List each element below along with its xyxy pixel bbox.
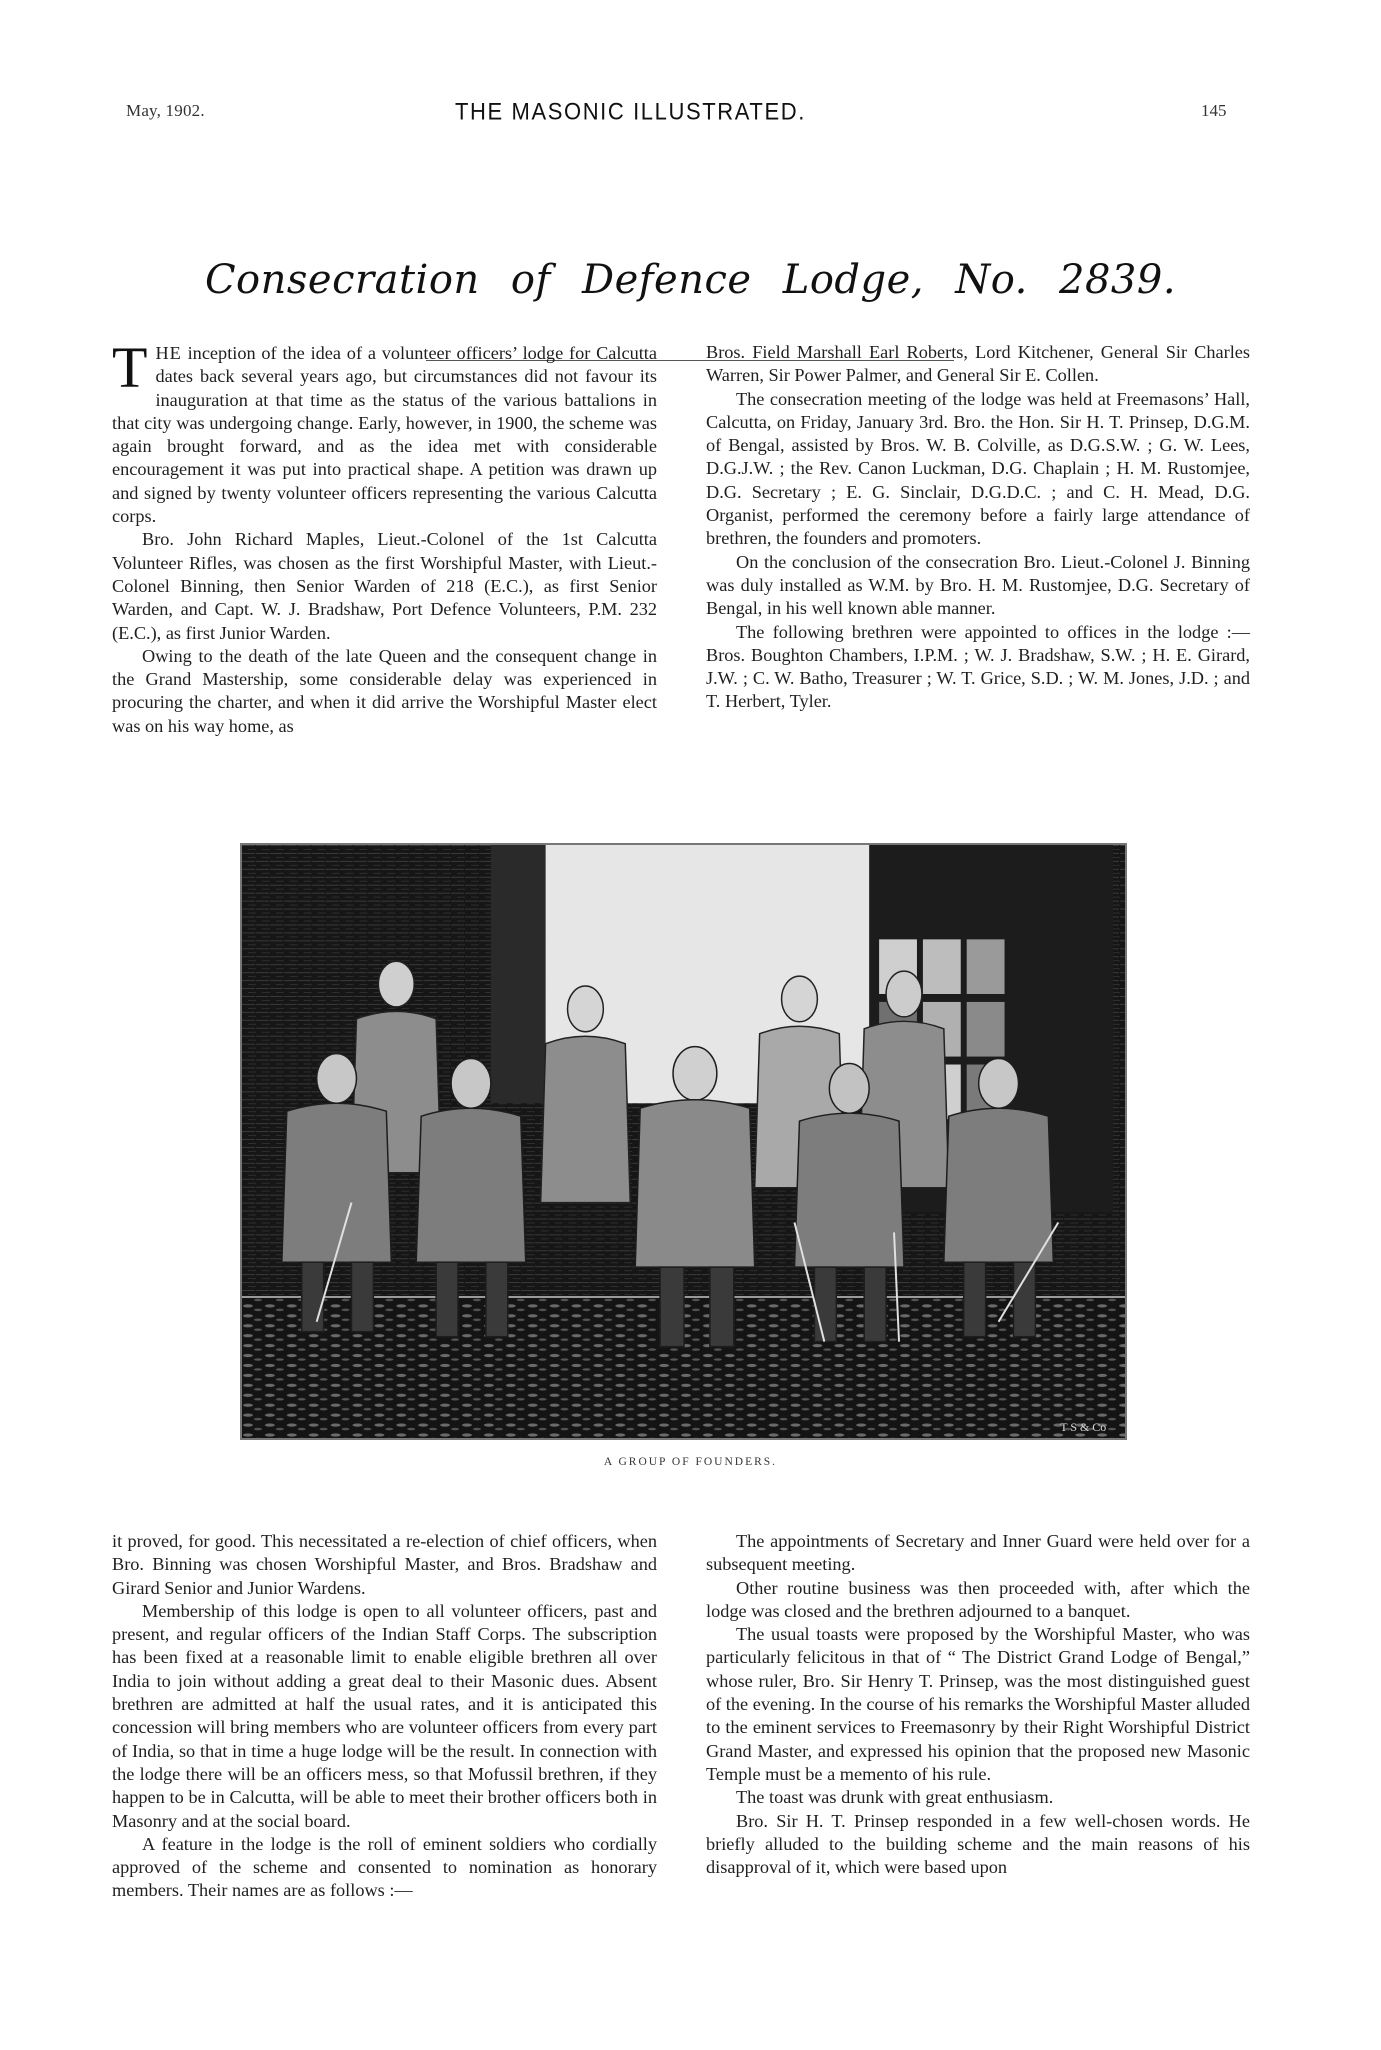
paragraph: The following brethren were appointed to offices in the lodge :—Bros. Boughton Chambers, I.P.M. ; W. J. Bradshaw, S.W. ; H. E. Girard, J.W. ; C. W. Batho, Treasurer ; W. T. Grice, S.D. ; W. M. Jones, J.D. ; and T. Herbert, Tyler. bbox=[706, 621, 1250, 712]
paragraph: The usual toasts were proposed by the Worshipful Master, who was particularly felicitous in that of “ The District Grand Lodge of Bengal,” whose ruler, Bro. Sir Henry T. Prinsep, was the most distinguished guest of the evening. In the course of his remarks the Worshipful Master alluded to the eminent services to Freemasonry by their Right Worshipful District Grand Master, and expressed his opinion that the proposed new Masonic Temple must be a memento of his rule. bbox=[706, 1624, 1250, 1784]
column-top-right bbox=[706, 341, 1250, 714]
photo-caption: A GROUP OF FOUNDERS. bbox=[603, 1456, 778, 1468]
paragraph: The consecration meeting of the lodge was held at Freemasons’ Hall, Calcutta, on Friday, January 3rd. Bro. the Hon. Sir H. T. Prinsep, D.G.M. of Bengal, assisted by Bros. W. B. Colville, as D.G.S.W. ; G. W. Lees, D.G.J.W. ; the Rev. Canon Luckman, D.G. Chaplain ; H. M. Rustomjee, D.G. Secretary ; E. G. Sinclair, D.G.D.C. ; and C. H. Mead, D.G. Organist, performed the ceremony before a fairly large attendance of brethren, the founders and promoters. bbox=[706, 388, 1250, 549]
paragraph: Membership of this lodge is open to all volunteer officers, past and present, and regular officers of the Indian Staff Corps. The subscription has been fixed at a reasonable limit to enable eligible brethren all over India to join without adding a great deal to their Masonic dues. Absent brethren are admitted at half the usual rates, and it is anticipated this concession will bring members who are volunteer officers from every part of India, so that in time a huge lodge will be the result. In connection with the lodge there will be an officers mess, so that Mofussil brethren, if they happen to be in Calcutta, will be able to meet their brother officers both in Masonry and at the social board. bbox=[112, 1600, 657, 1831]
paragraph: The appointments of Secretary and Inner Guard were held over for a subsequent meeting. bbox=[706, 1531, 1250, 1575]
column-top-left bbox=[112, 335, 657, 738]
paragraph: Other routine business was then proceeded with, after which the lodge was closed and the brethren adjourned to a banquet. bbox=[706, 1577, 1250, 1621]
engraver-mark: T S & Co bbox=[1060, 1420, 1107, 1435]
paragraph bbox=[112, 335, 657, 528]
photo-illustration bbox=[242, 845, 1125, 1438]
paragraph: Bro. Sir H. T. Prinsep responded in a few well-chosen words. He briefly alluded to the building scheme and the main reasons of his disapproval of it, which were based upon bbox=[706, 1810, 1250, 1878]
issue-date: May, 1902. bbox=[126, 101, 205, 120]
paragraph: Bro. John Richard Maples, Lieut.-Colonel of the 1st Calcutta Volunteer Rifles, was chosen as the first Worshipful Master, with Lieut.-Colonel Binning, then Senior Warden of 218 (E.C.), as first Senior Warden, and Capt. W. J. Bradshaw, Port Defence Volunteers, P.M. 232 (E.C.), as first Junior Warden. bbox=[112, 529, 657, 643]
page-number: 145 bbox=[1201, 101, 1227, 120]
pillar bbox=[491, 845, 546, 1103]
paragraph: Bros. Field Marshall Earl Roberts, Lord Kitchener, General Sir Charles Warren, Sir Power Palmer, and General Sir E. Collen. bbox=[706, 342, 1250, 386]
column-bottom-right bbox=[706, 1530, 1250, 1879]
paragraph: A feature in the lodge is the roll of eminent soldiers who cordially approved of the scheme and consented to nomination as honorary members. Their names are as follows :— bbox=[112, 1833, 657, 1901]
publication-title: THE MASONIC ILLUSTRATED. bbox=[455, 97, 806, 125]
paragraph: On the conclusion of the consecration Bro. Lieut.-Colonel J. Binning was duly installed as W.M. by Bro. H. M. Rustomjee, D.G. Secretary of Bengal, in his well known able manner. bbox=[706, 551, 1250, 619]
paragraph-text: inception of the idea of a volunteer officers’ lodge for Calcutta dates back several years ago, but circumstances did not favour its inauguration at that time as the status of the various battalions in that city was undergoing change. Early, however, in 1900, the scheme was again brought forward, and as the idea met with considerable encouragement it was put into practical shape. A petition was drawn up and signed by twenty volunteer officers representing the various Calcutta corps. bbox=[112, 343, 657, 527]
drop-cap: T bbox=[112, 335, 148, 400]
article-title: Consecration of Defence Lodge, No. 2839. bbox=[204, 257, 1177, 303]
paragraph: it proved, for good. This necessitated a re-election of chief officers, when Bro. Binning was chosen Worshipful Master, and Bros. Bradshaw and Girard Senior and Junior Wardens. bbox=[112, 1531, 657, 1598]
lead-in: HE bbox=[155, 343, 182, 363]
paragraph: Owing to the death of the late Queen and the consequent change in the Grand Mastership, some considerable delay was experienced in procuring the charter, and when it did arrive the Worshipful Master elect was on his way home, as bbox=[112, 645, 657, 736]
paragraph: The toast was drunk with great enthusiasm. bbox=[736, 1787, 1054, 1808]
group-photograph bbox=[240, 843, 1127, 1440]
column-bottom-left bbox=[112, 1530, 657, 1903]
